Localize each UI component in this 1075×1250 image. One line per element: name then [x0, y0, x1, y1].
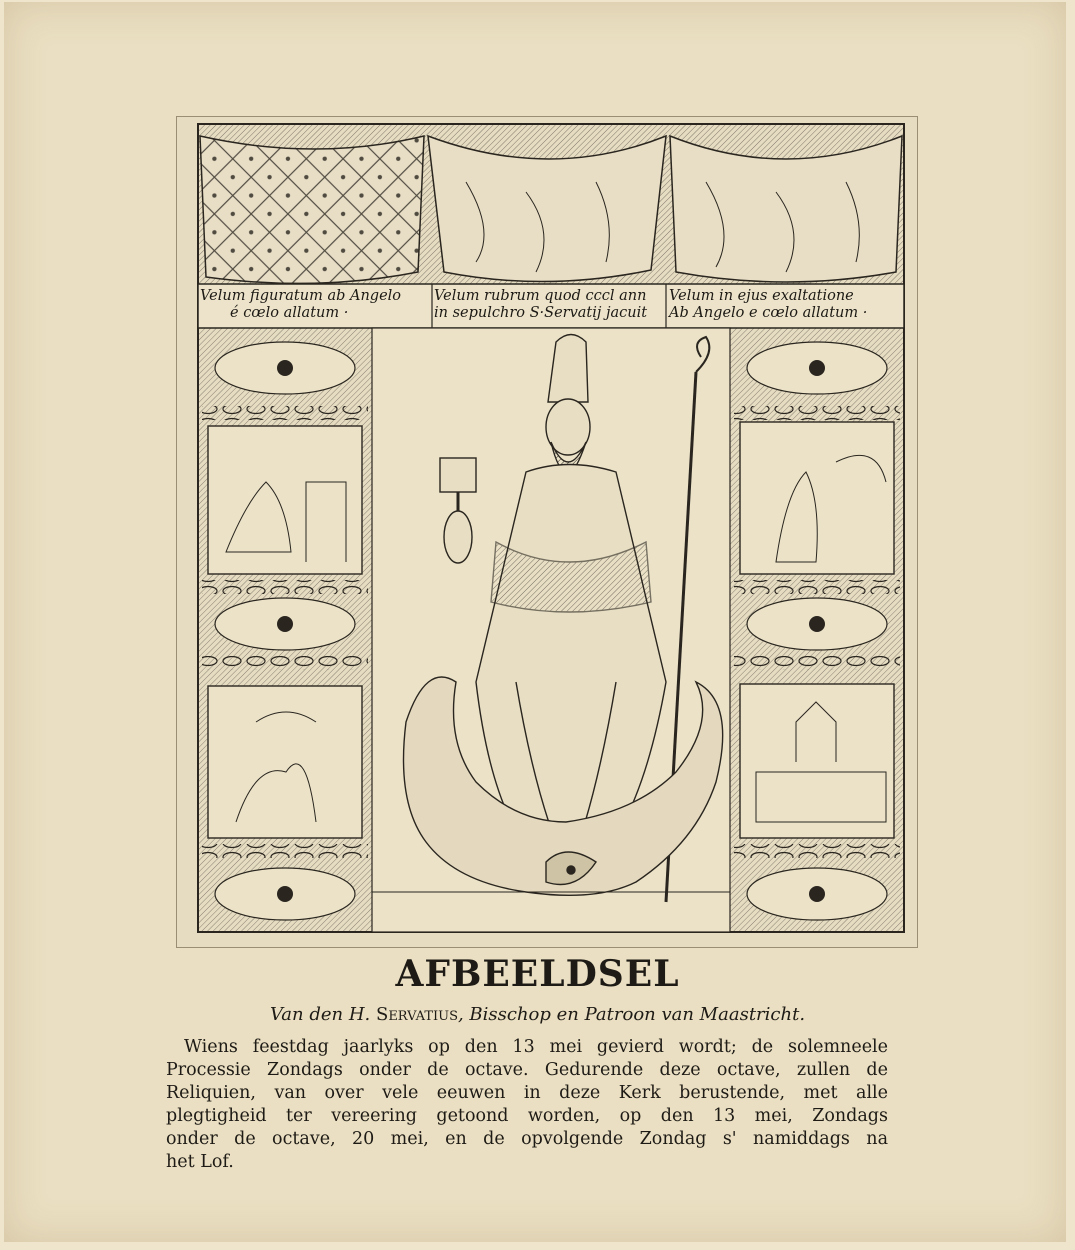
- body-line: Reliquien, van over vele eeuwen in deze Kerk berustende, met alle: [166, 1083, 888, 1103]
- caption-line: Velum rubrum quod cccl ann: [434, 288, 647, 304]
- page-title: AFBEELDSEL: [395, 953, 680, 995]
- caption-line: Velum in ejus exaltatione: [669, 288, 854, 304]
- caption-red-veil: [434, 288, 647, 322]
- subtitle-saint-name: Servatius: [375, 1004, 458, 1025]
- caption-figured-veil: [200, 288, 401, 322]
- body-line: onder de octave, 20 mei, en de opvolgende Zondag s' namiddags na: [166, 1129, 888, 1149]
- body-line: plegtigheid ter vereering getoond worden, op den 13 mei, Zondags: [166, 1106, 888, 1126]
- caption-exaltation-veil: [669, 288, 867, 322]
- caption-line: Velum figuratum ab Angelo: [200, 288, 402, 304]
- body-text: [166, 1036, 888, 1174]
- body-line: Wiens feestdag jaarlyks op den 13 mei gevierd wordt; de solemneele: [184, 1037, 888, 1057]
- engraving-illustration: [196, 122, 906, 934]
- curtain-figured: [200, 136, 424, 283]
- body-line: het Lof.: [166, 1152, 234, 1172]
- caption-line: é cœlo allatum ·: [230, 305, 349, 321]
- page-subtitle: [0, 1004, 1075, 1025]
- subtitle-prefix: Van den H.: [269, 1004, 371, 1025]
- caption-line: Ab Angelo e cœlo allatum ·: [669, 305, 868, 321]
- subtitle-suffix: , Bisschop en Patroon van Maastricht.: [457, 1004, 806, 1025]
- body-line: Processie Zondags onder de octave. Gedurende deze octave, zullen de: [166, 1060, 888, 1080]
- caption-line: in sepulchro S·Servatij jacuit: [434, 305, 648, 321]
